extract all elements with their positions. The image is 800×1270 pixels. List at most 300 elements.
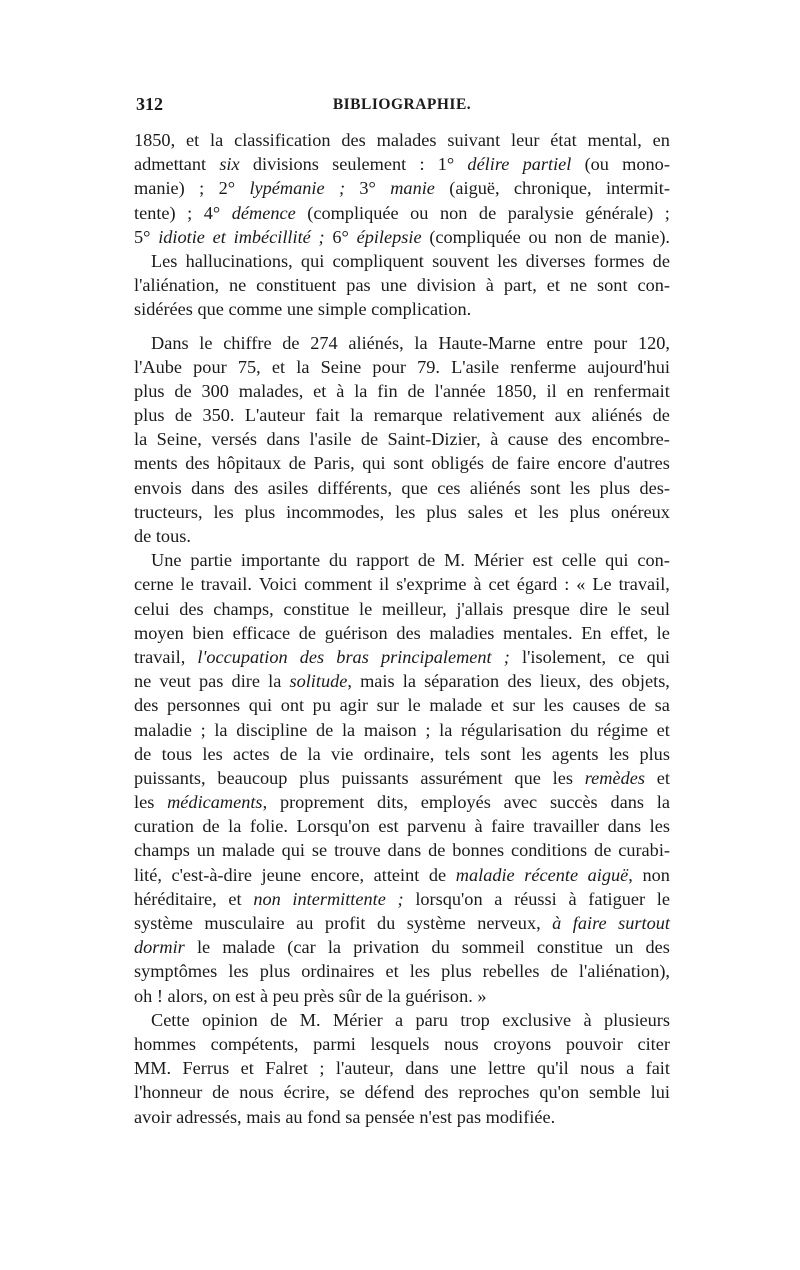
word — [381, 645, 492, 669]
word: dits, — [377, 792, 408, 813]
word: Paris, — [313, 453, 355, 474]
word: pas — [456, 1106, 482, 1127]
word: souvent — [432, 250, 489, 271]
word: partie — [190, 550, 232, 571]
word: à — [259, 985, 269, 1006]
word: 6° — [332, 226, 349, 247]
word: mentales. — [503, 622, 573, 643]
word — [339, 176, 345, 200]
word — [219, 152, 239, 176]
text-line — [134, 863, 670, 887]
italic-text: ; — [503, 646, 510, 667]
page-header — [136, 94, 668, 120]
text-line — [134, 249, 670, 273]
word: de — [316, 719, 334, 740]
word: une — [286, 299, 314, 320]
word: con- — [637, 275, 670, 296]
word: conditions — [510, 840, 588, 861]
word: : — [564, 574, 570, 595]
word: Dans — [151, 332, 189, 353]
word: encombre- — [591, 429, 670, 450]
word: la — [268, 671, 282, 692]
word: encore, — [310, 864, 365, 885]
word: la — [402, 671, 416, 692]
word: et — [228, 888, 242, 909]
word: du — [431, 937, 450, 958]
word: M. — [444, 550, 465, 571]
word: aujourd'hui — [587, 356, 670, 377]
word: est — [378, 816, 399, 837]
text-line — [134, 742, 670, 766]
word: » — [477, 985, 487, 1006]
word: cerne — [134, 574, 174, 595]
word: M. — [299, 1009, 321, 1030]
word: tructeurs, — [134, 501, 203, 522]
word: de — [288, 453, 306, 474]
word: les — [497, 250, 518, 271]
text-line — [134, 176, 670, 200]
word — [232, 201, 296, 225]
word: Saint-Dizier, — [387, 429, 481, 450]
word: à — [568, 888, 577, 909]
word: malade — [222, 937, 276, 958]
italic-text: maladie — [455, 864, 515, 885]
word: se — [339, 1082, 355, 1103]
word: de — [174, 380, 192, 401]
word: a — [494, 888, 503, 909]
word: peu — [272, 985, 300, 1006]
word: sont — [530, 477, 561, 498]
word: incommodes, — [286, 501, 385, 522]
word: il — [546, 380, 557, 401]
word: importante — [240, 550, 321, 571]
word: de — [202, 816, 220, 837]
word: du — [329, 550, 348, 571]
text-line — [134, 548, 670, 572]
word: sales — [467, 501, 504, 522]
word: ne — [134, 671, 152, 692]
italic-text: des — [299, 646, 325, 667]
word: moyen — [134, 622, 184, 643]
word: malades, — [238, 380, 304, 401]
word: les — [552, 767, 573, 788]
word: : — [419, 154, 425, 175]
word: travail, — [618, 574, 670, 595]
word: pour — [593, 332, 628, 353]
word: un — [615, 937, 634, 958]
word: ments — [134, 453, 178, 474]
word: nerveux, — [477, 913, 541, 933]
word: tous — [161, 743, 193, 764]
word: 2° — [218, 178, 236, 199]
word — [249, 176, 324, 200]
word: les — [521, 743, 542, 764]
word: travailler — [533, 816, 600, 837]
word: des — [396, 622, 421, 643]
word: du — [570, 719, 589, 740]
text-line — [134, 379, 670, 403]
word: l'asile — [309, 429, 352, 450]
word: l'isolement, — [522, 646, 607, 667]
word: encore — [557, 453, 607, 474]
word: symptômes — [134, 961, 218, 982]
body-text — [134, 128, 670, 1129]
italic-text: surtout — [618, 913, 670, 933]
word: sont — [393, 453, 424, 474]
word: champs — [134, 840, 190, 861]
word: complication. — [371, 299, 472, 320]
word — [524, 863, 578, 887]
word: et — [240, 1058, 254, 1079]
word: En — [581, 622, 602, 643]
word: les — [202, 743, 223, 764]
word: maladies — [429, 622, 495, 643]
word — [134, 935, 185, 959]
italic-text: six — [219, 154, 240, 175]
word: de — [270, 1009, 288, 1030]
word: Ferrus — [182, 1058, 230, 1079]
word: et — [271, 356, 286, 377]
word: lieux, — [539, 671, 581, 692]
word: agents — [551, 743, 599, 764]
italic-text: lypémanie — [249, 178, 325, 199]
word: lité, — [134, 864, 162, 885]
word: nous — [444, 1033, 479, 1054]
word: croyons — [493, 1033, 552, 1054]
word: mais — [360, 671, 395, 692]
word: non — [439, 202, 468, 223]
word: Les — [151, 250, 178, 271]
word: qui — [605, 550, 629, 571]
word: oh — [134, 985, 153, 1006]
word: Haute-Marne — [438, 332, 536, 353]
word: un — [196, 840, 216, 861]
text-line — [134, 766, 670, 790]
word: aux — [554, 405, 582, 426]
word: curabi- — [618, 840, 670, 861]
word: de — [134, 526, 152, 546]
word: 350. — [202, 405, 235, 426]
page-number: 312 — [136, 94, 163, 114]
word: des — [234, 477, 259, 498]
word: maladie — [134, 719, 192, 740]
word — [336, 645, 369, 669]
word: ; — [664, 202, 670, 223]
italic-text: remèdes — [584, 767, 645, 788]
word: travail. — [200, 574, 252, 595]
word: (car — [287, 937, 316, 958]
word — [213, 225, 226, 249]
word: malade — [221, 840, 275, 861]
text-line — [134, 959, 670, 983]
word: de — [491, 453, 509, 474]
italic-text: faire — [572, 913, 607, 933]
word: ! — [156, 985, 163, 1006]
text-line — [134, 572, 670, 596]
word: des — [179, 598, 204, 619]
paragraph — [134, 1008, 670, 1129]
word: cet — [488, 574, 510, 595]
word: sommeil — [461, 937, 525, 958]
text-line — [134, 273, 670, 297]
word: profit — [324, 913, 366, 933]
word: lui — [650, 1082, 670, 1103]
word: Falret — [265, 1058, 308, 1079]
word: la — [296, 356, 310, 377]
word: classification — [234, 130, 331, 150]
word: plus — [569, 501, 601, 522]
word: privation — [353, 937, 420, 958]
word: les — [569, 477, 591, 498]
word: le — [199, 332, 213, 353]
word: la — [350, 405, 364, 426]
word: sont — [597, 275, 628, 296]
word: des — [645, 937, 670, 958]
word — [504, 645, 510, 669]
word — [197, 645, 287, 669]
word: pour — [372, 356, 406, 377]
word: défend — [364, 1082, 415, 1103]
word: adressés, — [176, 1106, 242, 1127]
word: faire — [491, 816, 525, 837]
word: asiles — [267, 477, 309, 498]
word: citer — [637, 1033, 670, 1054]
word: tels — [444, 743, 470, 764]
word: plus — [441, 961, 472, 982]
word: meilleur, — [381, 598, 447, 619]
word: les — [543, 695, 564, 716]
word: générale) — [585, 202, 654, 223]
word: Lorsqu'on — [296, 816, 370, 837]
word: qui — [646, 646, 670, 667]
word: régime — [597, 719, 648, 740]
word: la — [228, 816, 242, 837]
word: ordinaires — [301, 961, 375, 982]
word: ; — [319, 1058, 325, 1079]
italic-text: dormir — [134, 937, 185, 958]
word: bien — [192, 622, 224, 643]
text-line — [134, 201, 670, 225]
word: non — [554, 226, 582, 247]
italic-text: ; — [318, 226, 325, 247]
word: constitue — [536, 937, 603, 958]
word: des — [134, 695, 159, 716]
word: de — [589, 226, 607, 247]
word: 5° — [134, 226, 151, 247]
word: des — [424, 1082, 449, 1103]
word: la — [210, 130, 224, 150]
word: une — [380, 275, 407, 296]
word: réussi — [514, 888, 557, 909]
paragraph-gap — [134, 322, 670, 331]
word: compliquent — [332, 250, 424, 271]
word: jeune — [261, 864, 302, 885]
word: (compliquée — [429, 226, 521, 247]
word: lettre — [487, 1058, 526, 1079]
word: constitue — [283, 598, 350, 619]
word: nous — [580, 1058, 615, 1079]
word: de — [407, 380, 425, 401]
word — [467, 152, 509, 176]
word: les — [228, 961, 249, 982]
word: que — [197, 299, 224, 320]
word: l'aliénation, — [134, 275, 220, 296]
word: malades — [376, 130, 437, 150]
word: hôpitaux — [217, 453, 282, 474]
word: de — [478, 202, 497, 223]
word: qu'il — [536, 1058, 569, 1079]
word: assurément — [420, 767, 503, 788]
word: état — [550, 130, 577, 150]
word: le — [359, 598, 373, 619]
word: en — [652, 130, 670, 150]
text-line — [134, 297, 670, 321]
word: dans — [405, 1058, 439, 1079]
word: les — [395, 501, 416, 522]
word: trop — [460, 1009, 490, 1030]
word: de — [298, 622, 317, 643]
word: le — [656, 888, 670, 909]
word: 1° — [437, 154, 455, 175]
word: l'auteur, — [335, 1058, 394, 1079]
word: 79. — [417, 356, 440, 377]
word: à — [485, 275, 494, 296]
word: intermit- — [605, 178, 670, 199]
word: guérison — [324, 622, 388, 643]
word: employés — [420, 792, 491, 813]
word: sa — [654, 695, 670, 716]
italic-text: bras — [336, 646, 369, 667]
word: lesquels — [370, 1033, 430, 1054]
text-line — [134, 1032, 670, 1056]
italic-text: ; — [397, 888, 404, 909]
word: les — [649, 816, 670, 837]
word: agir — [339, 695, 368, 716]
word — [253, 887, 280, 911]
word: dans — [607, 816, 642, 837]
word: ; — [187, 202, 193, 223]
word: à — [474, 816, 483, 837]
word: ce — [618, 646, 635, 667]
word: 274 — [310, 332, 338, 353]
word: (compliquée — [307, 202, 399, 223]
word: et — [656, 719, 670, 740]
word: succès — [549, 792, 598, 813]
word: beaucoup — [217, 767, 288, 788]
word: non — [642, 864, 670, 885]
italic-text: l'occupation — [197, 646, 288, 667]
text-line — [134, 524, 670, 548]
word: faire — [516, 453, 550, 474]
word — [573, 911, 607, 935]
italic-text: démence — [231, 202, 296, 223]
word: constituent — [256, 275, 337, 296]
word: des — [589, 671, 614, 692]
word: rebelles — [482, 961, 540, 982]
word: ont — [280, 695, 305, 716]
word: d'autres — [613, 453, 670, 474]
word: vie — [331, 743, 354, 764]
word: diverses — [525, 250, 586, 271]
word: Mérier — [473, 550, 524, 571]
word: celle — [561, 550, 597, 571]
italic-text: à — [552, 913, 562, 933]
word: lorsqu'on — [415, 888, 483, 909]
word: sont — [480, 743, 511, 764]
word: est — [235, 985, 256, 1006]
word: le — [407, 695, 421, 716]
word: de — [652, 405, 670, 426]
word: leur — [511, 130, 540, 150]
word: plus — [426, 501, 457, 522]
word: discipline — [236, 719, 308, 740]
word: de — [594, 840, 612, 861]
word: objets, — [621, 671, 670, 692]
word: la — [354, 380, 368, 401]
word: versés — [211, 429, 258, 450]
word — [552, 911, 561, 935]
word: fin — [377, 380, 398, 401]
word: de — [134, 743, 152, 764]
word — [158, 225, 205, 249]
word: 75, — [237, 356, 261, 377]
word: de — [174, 405, 193, 426]
word — [398, 887, 404, 911]
word: alors, — [167, 985, 208, 1006]
word: bonnes — [452, 840, 505, 861]
word: guérison. — [405, 985, 473, 1006]
text-line — [134, 911, 670, 935]
word: plus — [259, 961, 291, 982]
word: ces — [437, 477, 461, 498]
word: héréditaire, — [134, 888, 217, 909]
word: il — [379, 574, 390, 595]
text-line — [134, 331, 670, 355]
word: curation — [134, 816, 194, 837]
word — [585, 766, 645, 790]
paragraph — [134, 548, 670, 1008]
text-line — [134, 935, 670, 959]
word: parvenu — [407, 816, 467, 837]
word: les — [213, 501, 234, 522]
word: et — [385, 961, 399, 982]
word: chiffre — [223, 332, 272, 353]
text-line — [134, 984, 670, 1008]
word: de — [279, 743, 298, 764]
word: c'est-à-dire — [171, 864, 252, 885]
word: suivant — [447, 130, 501, 150]
word: simple — [317, 299, 367, 320]
word: et — [313, 380, 327, 401]
word: Voici — [258, 574, 298, 595]
word: l'honneur — [134, 1082, 203, 1103]
word: régularisation — [461, 719, 562, 740]
word: divisions — [252, 154, 319, 175]
word: des — [507, 671, 532, 692]
word: plus — [244, 501, 276, 522]
text-line — [134, 427, 670, 451]
word: plus — [599, 477, 631, 498]
word: l'année — [434, 380, 486, 401]
word: avec — [503, 792, 538, 813]
italic-text: délire — [467, 154, 510, 175]
italic-text: principalement — [380, 646, 492, 667]
word: et — [546, 275, 560, 296]
word: envois — [134, 477, 182, 498]
word: reproches — [458, 1082, 530, 1103]
running-title: BIBLIOGRAPHIE. — [332, 96, 472, 113]
text-line — [134, 1080, 670, 1104]
